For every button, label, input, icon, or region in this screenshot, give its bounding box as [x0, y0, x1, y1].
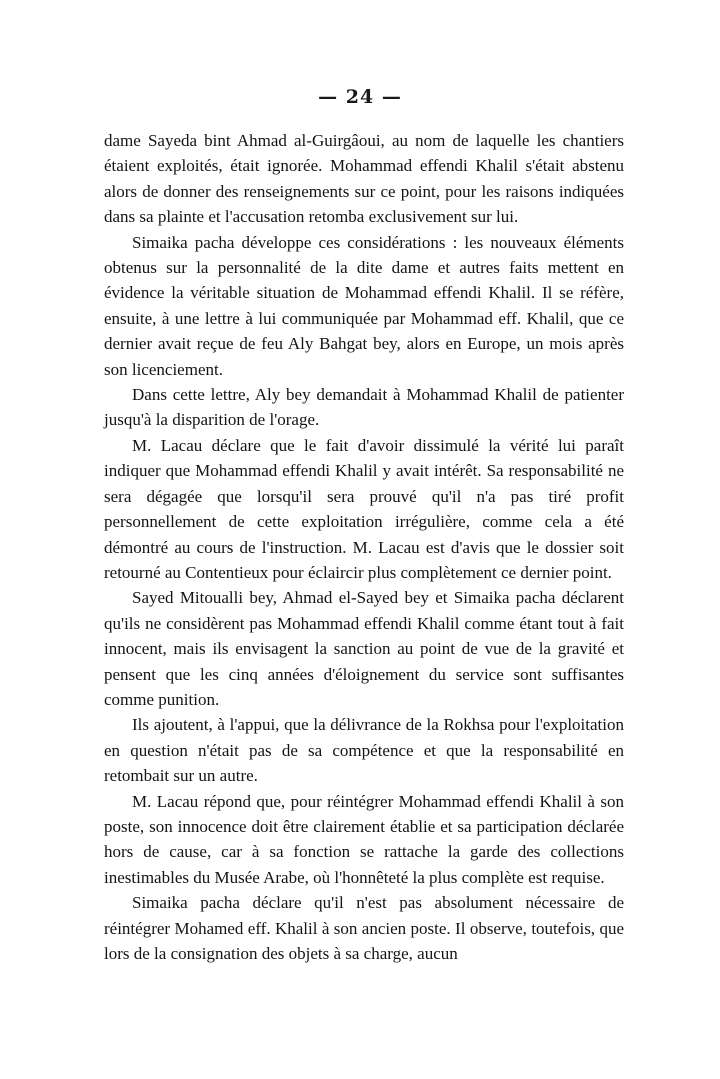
page-number: — 24 — — [318, 86, 402, 108]
paragraph-3: Dans cette lettre, Aly bey demandait à Mohammad Khalil de patienter jusqu'à la disparition de l'orage. — [104, 385, 624, 430]
paragraph-2: Simaika pacha développe ces considérations : les nouveaux éléments obtenus sur la personnalité de la dite dame et autres faits mettent en évidence la véritable situation de Mohammad effendi Khalil. Il se réfère, ensuite, à une lettre à lui communiquée par Mohammad eff. Khalil, que ce dernier avait reçue de feu Aly Bahgat bey, alors en Europe, un mois après son licenciement. — [104, 232, 624, 379]
paragraph-8: Simaika pacha déclare qu'il n'est pas absolument nécessaire de réintégrer Mohamed eff. Khalil à son ancien poste. Il observe, toutefois, que lors de la consignation des objets à sa charge, aucun — [104, 893, 624, 963]
paragraph-1: dame Sayeda bint Ahmad al-Guirgâoui, au nom de laquelle les chantiers étaient exploités, était ignorée. Mohammad effendi Khalil s'était abstenu alors de donner des renseignements sur ce point, pour les raisons indiquées dans sa plainte et l'accusation retomba exclusivement sur lui. — [104, 131, 624, 227]
paragraph-4: M. Lacau déclare que le fait d'avoir dissimulé la vérité lui paraît indiquer que Mohammad effendi Khalil y avait intérêt. Sa responsabilité ne sera dégagée que lorsqu'il sera prouvé qu'il n'a pas tiré profit personnellement de cette exploitation irrégulière, comme cela a été démontré au cours de l'instruction. M. Lacau est d'avis que le dossier soit retourné au Contentieux pour éclaircir plus complètement ce dernier point. — [104, 435, 624, 582]
paragraph-5: Sayed Mitoualli bey, Ahmad el-Sayed bey et Simaika pacha déclarent qu'ils ne considèrent pas Mohammad effendi Khalil comme étant tout à fait innocent, mais ils envisagent la sanction au point de vue de la gravité et pensent que les cinq années d'éloignement du service sont suffisantes comme punition. — [104, 588, 624, 709]
paragraph-6: Ils ajoutent, à l'appui, que la délivrance de la Rokhsa pour l'exploitation en question n'était pas de sa compétence et que la responsabilité en retombait sur un autre. — [104, 715, 624, 786]
paragraph-7: M. Lacau répond que, pour réintégrer Mohammad effendi Khalil à son poste, son innocence doit être clairement établie et sa participation déclarée hors de cause, car à sa fonction se rattache la garde des collections inestimables du Musée Arabe, où l'honnêteté la plus complète est requise. — [104, 791, 624, 887]
body-text — [104, 128, 624, 966]
